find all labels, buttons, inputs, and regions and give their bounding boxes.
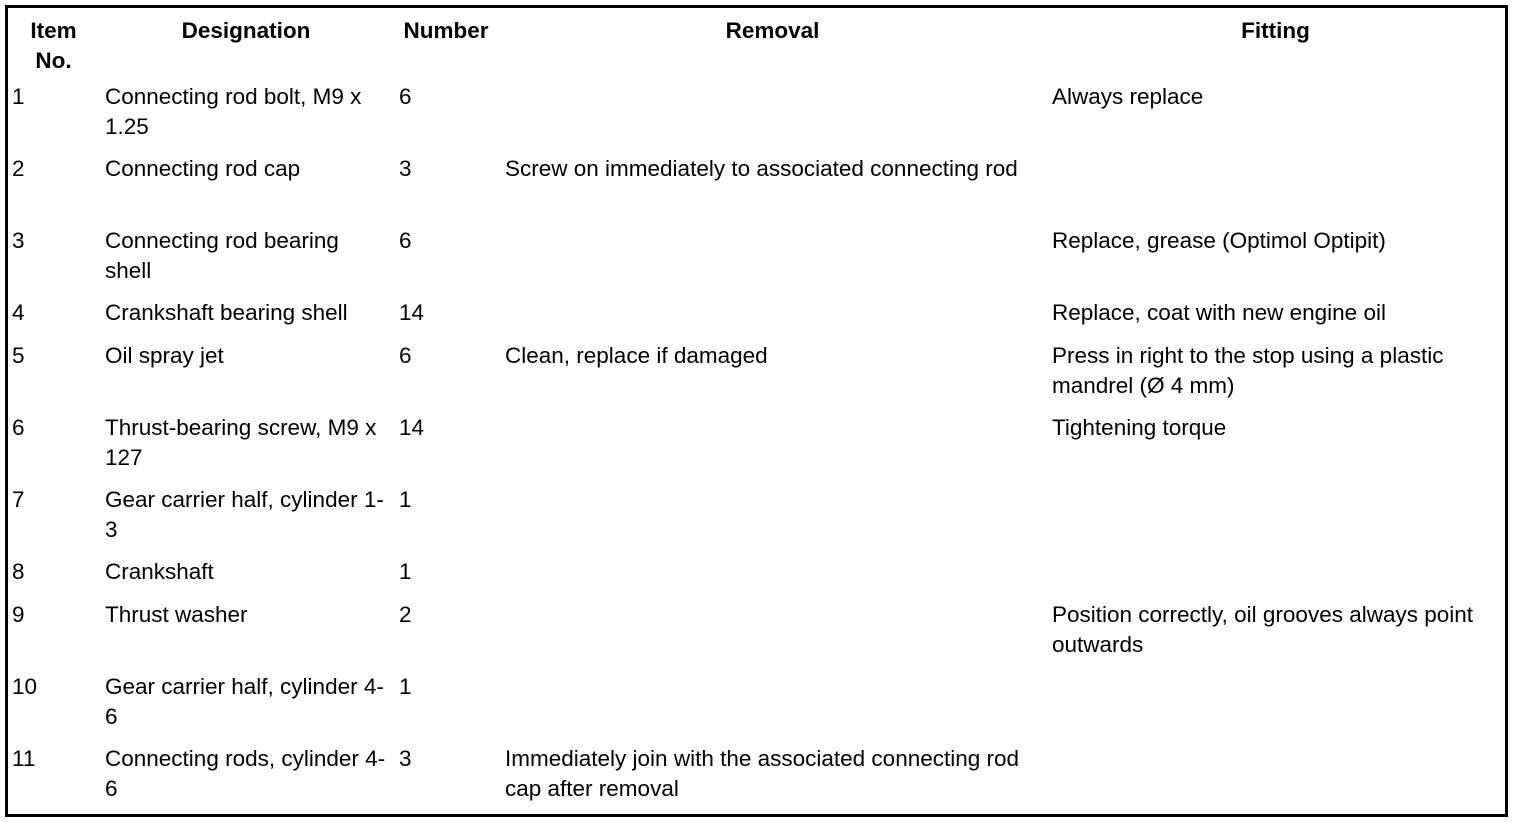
- cell-number: 14: [399, 415, 425, 440]
- cell-number: 1: [399, 559, 412, 584]
- cell-item: 11: [12, 746, 36, 771]
- cell-fitting: [1046, 557, 1505, 600]
- cell-fitting: Press in right to the stop using a plastic mandrel (Ø 4 mm): [1052, 343, 1444, 398]
- cell-removal: Screw on immediately to associated connecting rod: [505, 156, 1018, 181]
- cell-item: 4: [12, 300, 25, 325]
- header-designation: Designation: [181, 18, 311, 43]
- cell-removal: [499, 557, 1046, 600]
- cell-number: 6: [399, 84, 412, 109]
- cell-designation: Thrust washer: [105, 602, 248, 627]
- cell-removal: Immediately join with the associated connecting rod cap after removal: [505, 746, 1020, 801]
- cell-number: 6: [399, 228, 412, 253]
- cell-item: 8: [12, 559, 25, 584]
- header-fitting: Fitting: [1241, 18, 1310, 43]
- cell-item: 10: [12, 674, 38, 699]
- cell-fitting: Replace, grease (Optimol Optipit): [1052, 228, 1386, 253]
- table-row: [8, 600, 1505, 672]
- cell-designation: Thrust-bearing screw, M9 x 127: [105, 415, 377, 470]
- cell-fitting: Tightening torque: [1052, 415, 1227, 440]
- cell-number: 3: [399, 156, 412, 181]
- cell-number: 1: [399, 487, 412, 512]
- table-row: [8, 154, 1505, 226]
- cell-fitting: [1046, 744, 1505, 814]
- cell-removal: Clean, replace if damaged: [505, 343, 768, 368]
- table-row: [8, 226, 1505, 298]
- header-removal: Removal: [725, 18, 820, 43]
- cell-item: 2: [12, 156, 25, 181]
- cell-fitting: [1046, 485, 1505, 557]
- cell-fitting: Position correctly, oil grooves always point outwards: [1052, 602, 1474, 657]
- cell-removal: [499, 413, 1046, 485]
- cell-designation: Connecting rod cap: [105, 156, 301, 181]
- cell-designation: Connecting rod bolt, M9 x 1.25: [105, 84, 362, 139]
- parts-table-frame: [5, 5, 1508, 817]
- cell-designation: Gear carrier half, cylinder 1-3: [105, 487, 384, 542]
- cell-fitting: [1046, 154, 1505, 226]
- cell-designation: Crankshaft bearing shell: [105, 300, 348, 325]
- cell-removal: [499, 672, 1046, 744]
- table-row: [8, 413, 1505, 485]
- table-row: [8, 298, 1505, 341]
- cell-removal: [499, 298, 1046, 341]
- cell-designation: Connecting rods, cylinder 4-6: [105, 746, 386, 801]
- table-row: [8, 341, 1505, 413]
- table-row: [8, 557, 1505, 600]
- table-row: [8, 82, 1505, 154]
- cell-designation: Crankshaft: [105, 559, 214, 584]
- cell-designation: Gear carrier half, cylinder 4-6: [105, 674, 384, 729]
- header-number: Number: [403, 18, 489, 43]
- table-row: [8, 744, 1505, 814]
- cell-fitting: Always replace: [1052, 84, 1204, 109]
- cell-item: 1: [12, 84, 25, 109]
- cell-number: 1: [399, 674, 412, 699]
- cell-item: 7: [12, 487, 25, 512]
- cell-designation: Oil spray jet: [105, 343, 224, 368]
- cell-item: 6: [12, 415, 25, 440]
- cell-item: 3: [12, 228, 25, 253]
- cell-fitting: [1046, 672, 1505, 744]
- cell-number: 3: [399, 746, 412, 771]
- cell-removal: [499, 600, 1046, 672]
- cell-designation: Connecting rod bearing shell: [105, 228, 339, 283]
- header-item-no: Item No.: [30, 18, 77, 73]
- cell-removal: [499, 485, 1046, 557]
- header-row: [8, 8, 1505, 82]
- cell-number: 14: [399, 300, 425, 325]
- cell-number: 6: [399, 343, 412, 368]
- cell-number: 2: [399, 602, 412, 627]
- table-row: [8, 672, 1505, 744]
- table-row: [8, 485, 1505, 557]
- cell-removal: [499, 82, 1046, 154]
- cell-fitting: Replace, coat with new engine oil: [1052, 300, 1386, 325]
- parts-table: [8, 8, 1505, 814]
- cell-removal: [499, 226, 1046, 298]
- cell-item: 5: [12, 343, 25, 368]
- cell-item: 9: [12, 602, 25, 627]
